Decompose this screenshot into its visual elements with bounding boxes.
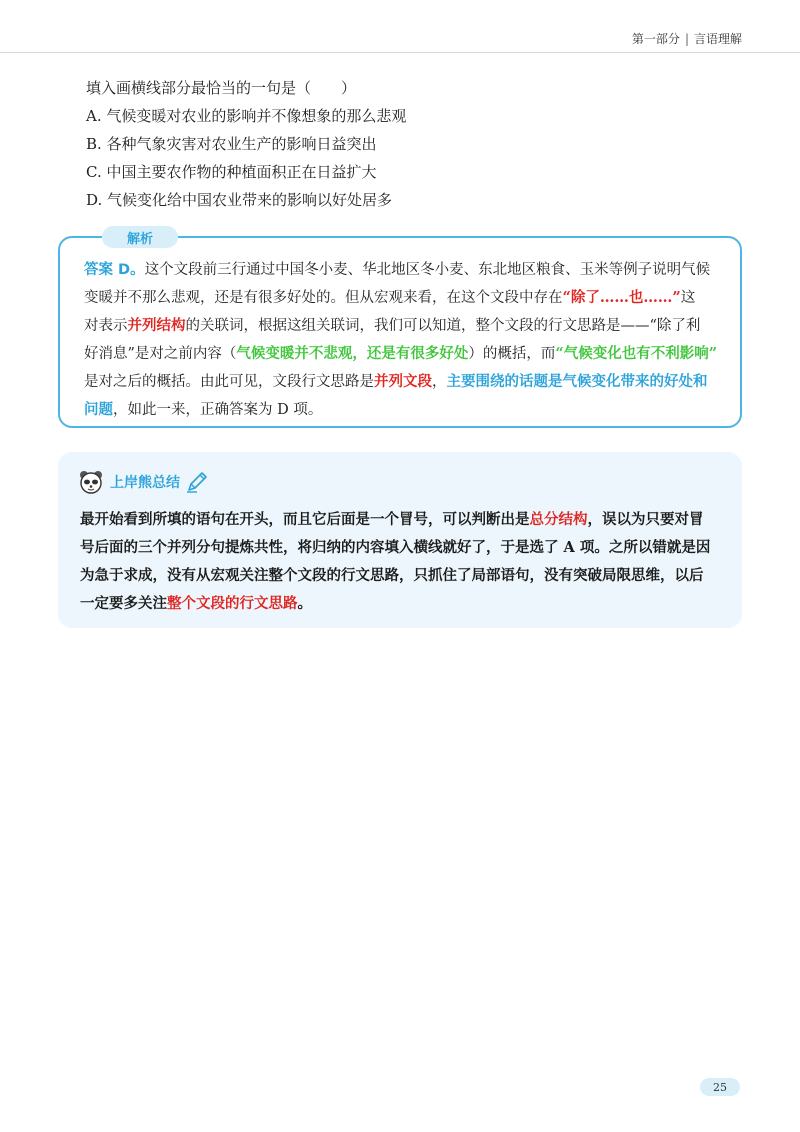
answer-label: 答案 D。 — [84, 262, 145, 278]
analysis-line-6 — [84, 396, 724, 424]
summary-line-3: 为急于求成，没有从宏观关注整个文段的行文思路，只抓住了局部语句，没有突破局限思维，以后 — [80, 567, 704, 584]
summary-line-2: 号后面的三个并列分句提炼共性，将归纳的内容填入横线就好了，于是选了 A 项。之所以错就是因 — [80, 539, 711, 556]
analysis-line-3 — [84, 312, 724, 340]
summary-line-4 — [80, 590, 724, 618]
highlight-red: “除了……也……” — [562, 289, 681, 306]
analysis-text-span: ）的概括，而 — [468, 346, 556, 362]
analysis-text-span: 这个文段前三行通过中国冬小麦、华北地区冬小麦、东北地区粮食、玉米等例子说明气候 — [144, 262, 711, 278]
highlight-red: 并列结构 — [127, 317, 186, 334]
analysis-text-span: 是对之后的概括。由此可见，文段行文思路是 — [84, 374, 374, 390]
summary-text-span: ，误以为只要对冒 — [587, 511, 704, 528]
running-header — [632, 30, 742, 47]
analysis-tag: 解析 — [102, 226, 178, 248]
highlight-blue: 主要围绕的话题是气候变化带来的好处和 — [446, 373, 708, 390]
question-prompt: 填入画横线部分最恰当的一句是（ ） — [86, 79, 357, 97]
pencil-icon — [184, 469, 210, 495]
summary-header — [78, 468, 210, 496]
analysis-line-5 — [84, 368, 724, 396]
highlight-red: 并列文段 — [374, 373, 432, 390]
summary-text-span: 。 — [297, 595, 312, 612]
page-number: 25 — [700, 1078, 740, 1096]
analysis-text-span: ，如此一来，正确答案为 D 项。 — [113, 402, 323, 418]
analysis-line-2 — [84, 284, 724, 312]
summary-title: 上岸熊总结 — [110, 475, 180, 491]
highlight-red: 总分结构 — [529, 511, 588, 528]
summary-box — [58, 452, 742, 628]
header-section-name: 言语理解 — [693, 32, 742, 46]
bear-mascot-icon — [78, 469, 104, 495]
highlight-red: 整个文段的行文思路 — [167, 595, 298, 612]
highlight-green: 气候变暖并不悲观，还是有很多好处 — [236, 345, 469, 362]
analysis-text-span: 好消息”是对之前内容（ — [84, 346, 237, 362]
question-block — [86, 74, 746, 214]
option-b: B. 各种气象灾害对农业生产的影响日益突出 — [86, 135, 377, 153]
highlight-blue: 问题 — [84, 401, 113, 418]
header-part: 第一部分 — [631, 32, 680, 46]
option-a: A. 气候变暖对农业的影响并不像想象的那么悲观 — [86, 107, 407, 125]
analysis-text-span: 这 — [680, 290, 696, 306]
header-separator: | — [684, 32, 689, 46]
analysis-line-4 — [84, 340, 724, 368]
summary-line-1 — [80, 506, 724, 534]
summary-text — [80, 506, 724, 618]
summary-text-span: 最开始看到所填的语句在开头，而且它后面是一个冒号，可以判断出是 — [80, 511, 530, 528]
analysis-text-span: 变暖并不那么悲观，还是有很多好处的。但从宏观来看，在这个文段中存在 — [84, 290, 563, 306]
analysis-text-span: 对表示 — [84, 318, 128, 334]
header-rule — [0, 52, 800, 53]
analysis-box — [58, 231, 742, 428]
analysis-line-1 — [84, 256, 724, 284]
highlight-green: “气候变化也有不利影响” — [555, 345, 718, 362]
option-c: C. 中国主要农作物的种植面积正在日益扩大 — [86, 163, 377, 181]
analysis-text — [84, 256, 724, 424]
analysis-text-span: 的关联词，根据这组关联词，我们可以知道，整个文段的行文思路是——“除了利 — [185, 318, 701, 334]
analysis-text-span: ， — [432, 374, 447, 390]
option-d: D. 气候变化给中国农业带来的影响以好处居多 — [86, 191, 393, 209]
summary-text-span: 一定要多关注 — [80, 595, 167, 612]
